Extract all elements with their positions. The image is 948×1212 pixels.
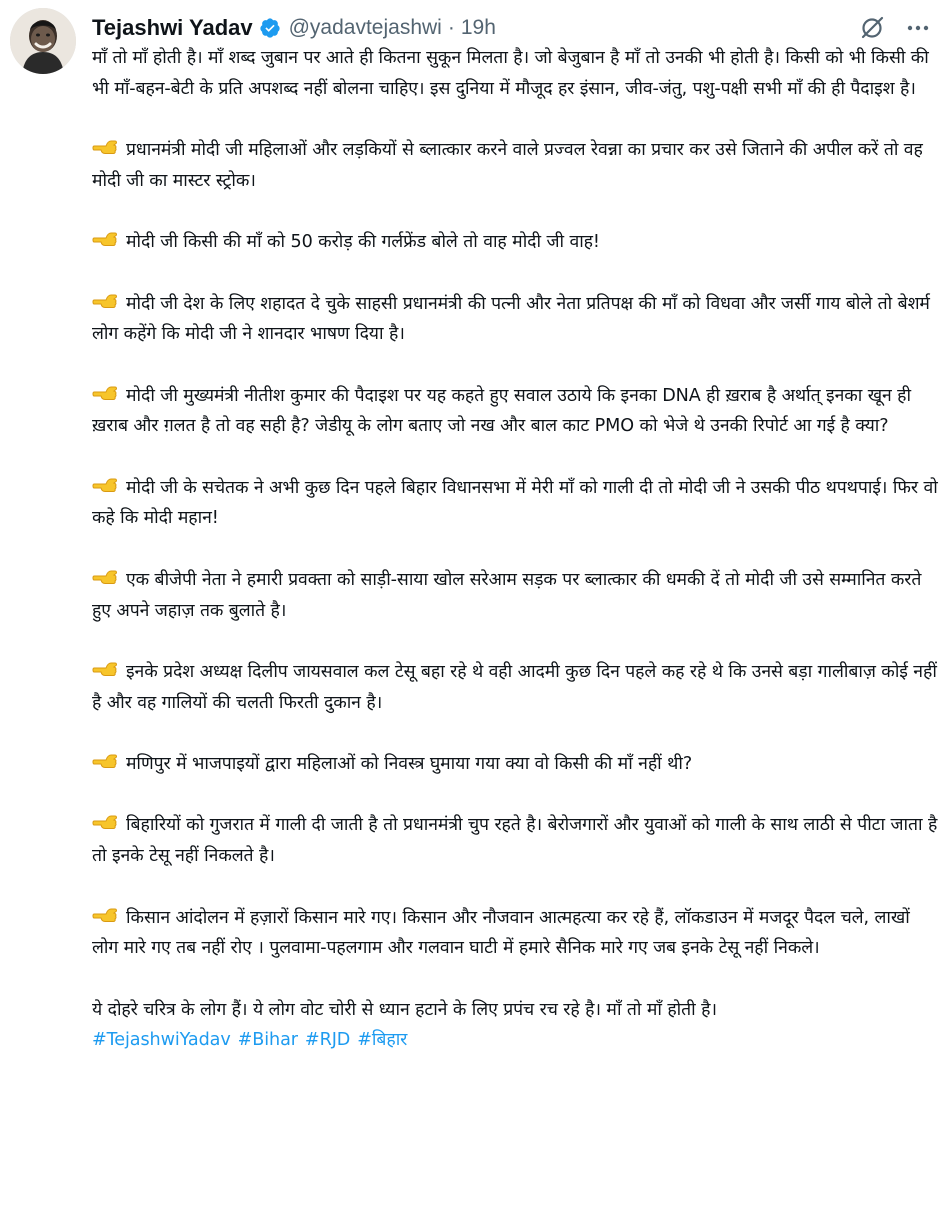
pointing-hand-icon <box>92 384 118 404</box>
hashtag-bihar-hindi[interactable]: #बिहार <box>357 1030 408 1051</box>
point-text: मोदी जी किसी की माँ को 50 करोड़ की गर्लफ्रेंड बोले तो वाह मोदी जी वाह! <box>126 232 600 253</box>
verified-badge-icon <box>259 17 281 39</box>
grok-icon-glyph <box>859 15 885 41</box>
hashtag-list <box>92 1030 414 1050</box>
point-text: इनके प्रदेश अध्यक्ष दिलीप जायसवाल कल टेसू बहा रहे थे वही आदमी कुछ दिन पहले कह रहे थे कि उनसे बड़ा गालीबाज़ कोई नहीं है और वह गालियों की चलती फिरती दुकान है। <box>92 661 937 713</box>
point-text: एक बीजेपी नेता ने हमारी प्रवक्ता को साड़ी-साया खोल सरेआम सड़क पर ब्लात्कार की धमकी दें तो मोदी जी उसे सम्मानित करते हुए अपने जहाज़ तक बुलाते है। <box>92 569 922 621</box>
pointing-hand-icon <box>92 660 118 680</box>
point-text: किसान आंदोलन में हज़ारों किसान मारे गए। किसान और नौजवान आत्महत्या कर रहे हैं, लॉकडाउन में मजदूर पैदल चले, लाखों लोग मारे गए तब नहीं रोए । पुलवामा-पहलगाम और गलवान घाटी में हमारे सैनिक मारे गए जब इनके टेसू नहीं निकले। <box>92 907 910 959</box>
point-paragraph <box>92 565 938 626</box>
point-paragraph <box>92 903 938 964</box>
point-paragraph <box>92 227 938 258</box>
point-text: मोदी जी मुख्यमंत्री नीतीश कुमार की पैदाइश पर यह कहते हुए सवाल उठाये कि इनका DNA ही ख़राब है अर्थात् इनका खून ही ख़राब और ग़लत है तो वह सही है? जेडीयू के लोग बताए जो नख और बाल काट PMO को भेजे थे उनकी रिपोर्ट आ गई है क्या? <box>92 385 911 437</box>
more-icon[interactable] <box>904 14 932 42</box>
point-text: मोदी जी के सचेतक ने अभी कुछ दिन पहले बिहार विधानसभा में मेरी माँ को गाली दी तो मोदी जी ने उसकी पीठ थपथपाई। फिर वो कहे कि मोदी महान! <box>92 477 938 529</box>
pointing-hand-icon <box>92 476 118 496</box>
tweet-text <box>92 43 938 1056</box>
grok-icon[interactable] <box>858 14 886 42</box>
closing-text: ये दोहरे चरित्र के लोग हैं। ये लोग वोट चोरी से ध्यान हटाने के लिए प्रपंच रच रहे है। माँ तो माँ होती है। <box>92 999 717 1020</box>
point-text: प्रधानमंत्री मोदी जी महिलाओं और लड़कियों से ब्लात्कार करने वाले प्रज्वल रेवन्ना का प्रचार कर उसे जिताने की अपील करें तो वह मोदी जी का मास्टर स्ट्रोक। <box>92 140 923 191</box>
point-paragraph <box>92 473 938 534</box>
closing-paragraph <box>92 995 938 1056</box>
point-text: मोदी जी देश के लिए शहादत दे चुके साहसी प्रधानमंत्री की पत्नी और नेता प्रतिपक्ष की माँ को विधवा और जर्सी गाय बोले तो बेशर्म लोग कहेंगे कि मोदी जी ने शानदार भाषण दिया है। <box>92 293 930 345</box>
point-paragraph <box>92 135 938 196</box>
pointing-hand-icon <box>92 568 118 588</box>
avatar-image <box>10 8 76 74</box>
pointing-hand-icon <box>92 752 118 772</box>
point-text: मणिपुर में भाजपाइयों द्वारा महिलाओं को निवस्त्र घुमाया गया क्या वो किसी की माँ नहीं थी? <box>126 754 693 775</box>
avatar[interactable] <box>10 8 76 74</box>
more-dots-icon <box>905 15 931 41</box>
header-actions <box>858 12 932 44</box>
pointing-hand-icon <box>92 230 118 250</box>
point-paragraph <box>92 381 938 442</box>
hashtag-bihar[interactable]: #Bihar <box>237 1030 298 1051</box>
point-text: बिहारियों को गुजरात में गाली दी जाती है तो प्रधानमंत्री चुप रहते है। बेरोजगारों और युवाओं को गाली के साथ लाठी से पीटा जाता है तो इनके टेसू नहीं निकलते है। <box>92 815 938 867</box>
intro-paragraph: माँ तो माँ होती है। माँ शब्द जुबान पर आते ही कितना सुकून मिलता है। जो बेजुबान है माँ तो उनकी भी होती है। किसी को भी किसी की भी माँ-बहन-बेटी के प्रति अपशब्द नहीं बोलना चाहिए। इस दुनिया में मौजूद हर इंसान, जीव-जंतु, पशु-पक्षी सभी माँ की ही पैदाइश है। <box>92 48 929 99</box>
timestamp[interactable]: 19h <box>460 16 496 39</box>
point-paragraph <box>92 657 938 718</box>
pointing-hand-icon <box>92 813 118 833</box>
hashtag-rjd[interactable]: #RJD <box>304 1030 351 1051</box>
pointing-hand-icon <box>92 138 118 158</box>
point-paragraph <box>92 810 938 871</box>
meta-separator: · <box>447 16 455 39</box>
tweet-header <box>92 12 932 44</box>
hashtag-tejashwiyadav[interactable]: #TejashwiYadav <box>92 1030 231 1051</box>
point-paragraph <box>92 749 938 780</box>
pointing-hand-icon <box>92 906 118 926</box>
point-paragraph <box>92 289 938 350</box>
display-name[interactable]: Tejashwi Yadav <box>92 15 253 40</box>
pointing-hand-icon <box>92 292 118 312</box>
handle[interactable]: @yadavtejashwi <box>288 16 442 39</box>
